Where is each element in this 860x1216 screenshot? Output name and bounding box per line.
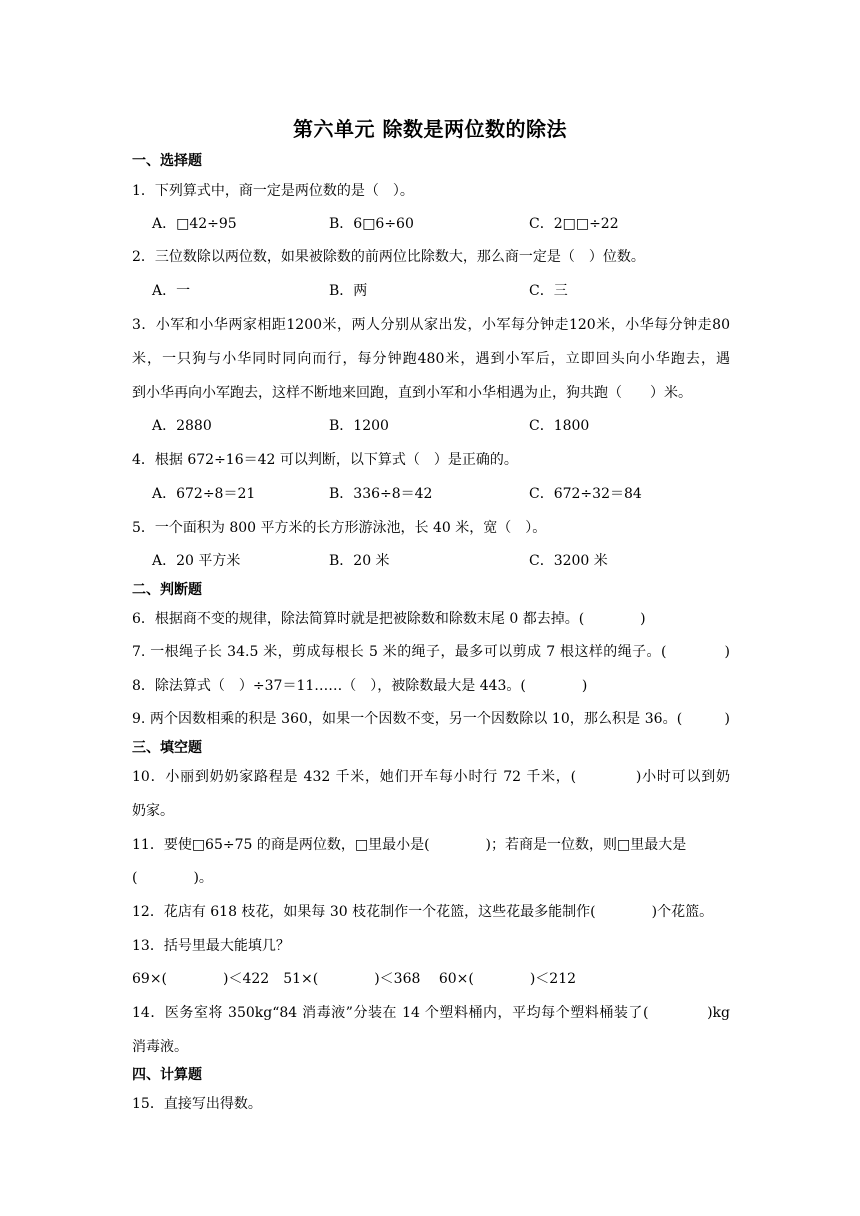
option-c: C．2□□÷22 (529, 216, 619, 232)
question-3-line-3: 到小华再向小军跑去，这样不断地来回跑，直到小军和小华相遇为止，狗共跑（ ）米。 (132, 385, 692, 401)
question-8: 8．除法算式（ ）÷37＝11……（ ），被除数最大是 443。( ) (132, 678, 588, 694)
page-title: 第六单元 除数是两位数的除法 (293, 117, 567, 141)
question-15: 15．直接写出得数。 (132, 1096, 262, 1112)
section-heading-judge: 二、判断题 (132, 582, 202, 598)
question-3-line-1: 3．小军和小华两家相距1200米，两人分别从家出发，小军每分钟走120米，小华每分钟走80 (132, 317, 730, 333)
question-6: 6．根据商不变的规律，除法简算时就是把被除数和除数末尾 0 都去掉。( ) (132, 611, 646, 627)
option-c: C．672÷32＝84 (529, 486, 642, 502)
option-a: A．672÷8＝21 (152, 486, 256, 502)
option-b: B．6□6÷60 (329, 216, 414, 232)
option-c: C．1800 (529, 418, 590, 434)
question-14-line-2: 消毒液。 (132, 1039, 188, 1055)
question-11-line-1: 11．要使□65÷75 的商是两位数，□里最小是( )；若商是一位数，则□里最大是 (132, 837, 687, 853)
question-13-blanks: 69×( )＜422 51×( )＜368 60×( )＜212 (132, 971, 577, 987)
option-b: B．336÷8＝42 (329, 486, 433, 502)
question-5: 5．一个面积为 800 平方米的长方形游泳池，长 40 米，宽（ ）。 (132, 520, 547, 536)
option-b: B．两 (329, 283, 368, 299)
question-3-line-2: 米，一只狗与小华同时同向而行，每分钟跑480米，遇到小军后，立即回头向小华跑去，遇 (132, 351, 730, 367)
option-b: B．20 米 (329, 553, 390, 569)
question-4: 4．根据 672÷16＝42 可以判断，以下算式（ ）是正确的。 (132, 452, 518, 468)
question-7: 7. 一根绳子长 34.5 米，剪成每根长 5 米的绳子，最多可以剪成 7 根这样的绳子。( ) (132, 644, 730, 660)
question-10-line-2: 奶家。 (132, 803, 174, 819)
question-13: 13．括号里最大能填几？ (132, 938, 290, 954)
question-9: 9. 两个因数相乘的积是 360，如果一个因数不变，另一个因数除以 10，那么积是 36。( ) (132, 711, 730, 727)
section-heading-fill: 三、填空题 (132, 740, 202, 756)
section-heading-choice: 一、选择题 (132, 153, 202, 169)
option-a: A．一 (152, 283, 191, 299)
question-11-line-2: ( )。 (132, 870, 213, 886)
option-c: C．三 (529, 283, 568, 299)
question-10-line-1: 10．小丽到奶奶家路程是 432 千米，她们开车每小时行 72 千米，( )小时可以到奶 (132, 769, 730, 785)
question-2: 2．三位数除以两位数，如果被除数的前两位比除数大，那么商一定是（ ）位数。 (132, 249, 645, 265)
question-1: 1．下列算式中，商一定是两位数的是（ ）。 (132, 183, 414, 199)
option-a: A．2880 (152, 418, 212, 434)
option-a: A．20 平方米 (152, 553, 241, 569)
option-a: A．□42÷95 (152, 216, 237, 232)
question-12: 12．花店有 618 枝花，如果每 30 枝花制作一个花篮，这些花最多能制作( )个花篮。 (132, 904, 714, 920)
section-heading-calc: 四、计算题 (132, 1067, 202, 1083)
option-c: C．3200 米 (529, 553, 608, 569)
option-b: B．1200 (329, 418, 389, 434)
question-14-line-1: 14．医务室将 350kg“84 消毒液”分装在 14 个塑料桶内，平均每个塑料桶装了( )kg (132, 1005, 730, 1021)
